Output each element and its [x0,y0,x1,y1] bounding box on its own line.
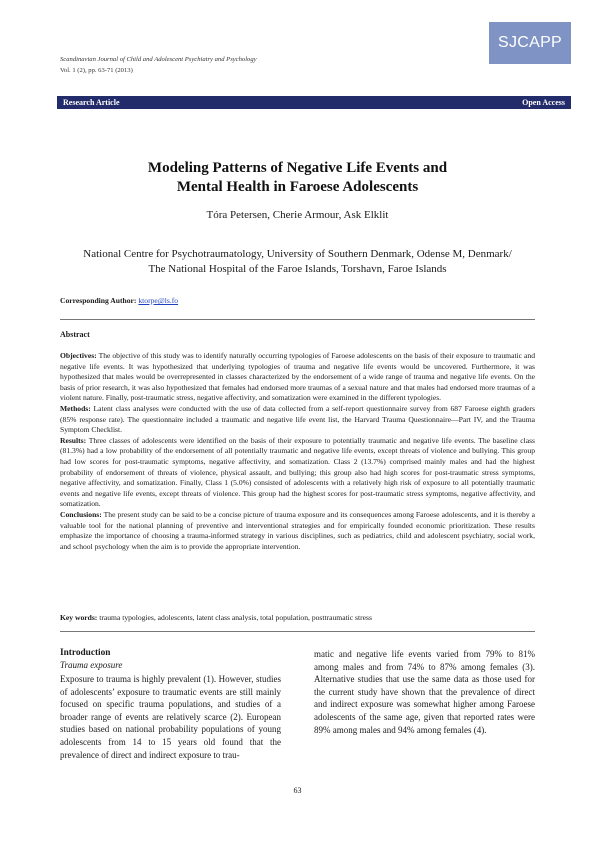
objectives-text: The objective of this study was to identify naturally occurring typologies of Faroese adolescents on the basis of their exposure to traumatic and negative life events. It was hypothesized that underlying typologies of trauma and negative life events would be uncovered. Furthermore, it was hypothesized that males would be overrepresented in classes characterized by the endorsement of a wide range of trauma and negative life events. On the basis of prior research, it was also hypothesized that females had endorsed more traumas of a sexual nature and that males had endorsed more traumas of a violent nature. Finally, post-traumatic stress, negative affectivity, and somatization were examined in the different typologies. [60,351,535,403]
logo-text: SJCAPP [497,34,563,51]
left-column [60,673,281,761]
corresponding-label: Corresponding Author: [60,296,137,305]
keywords-label: Key words: [60,613,98,622]
abstract-heading: Abstract [60,330,90,339]
results-text: Three classes of adolescents were identified on the basis of their exposure to potentially traumatic and negative life events. The baseline class (81.3%) had a low probability of the endorsement of all potentially traumatic and negative life events, except threats of violence and bullying. This group had low scores for post-traumatic symptoms, negative affectivity, and somatization. Class 2 (13.7%) comprised mainly males and had the highest probability of endorsement of threats of violence, physical assault, and bullying; this group also had high scores for post-traumatic stress symptoms, negative affectivity, and somatization. Finally, Class 1 (5.0%) consisted of adolescents with a relatively high risk of exposure to all potentially traumatic events and negative life events, except threats of violence. This group had the highest scores for post-traumatic stress symptoms, negative affectivity, and somatization. [60,435,535,509]
affiliation [60,247,535,277]
methods-text: Latent class analyses were conducted with the use of data collected from a self-report questionnaire survey from 687 Faroese eighth graders (85% response rate). The questionnaire included a traumatic and negative life event list, the Harvard Trauma Questionnaire—Part IV, and the Trauma Symptom Checklist. [60,403,535,435]
conclusions-label: Conclusions: [60,509,102,519]
journal-name: Scandinavian Journal of Child and Adolescent Psychiatry and Psychology [60,56,257,63]
author-list: Tóra Petersen, Cherie Armour, Ask Elklit [206,209,389,221]
abstract-methods [60,404,535,436]
right-column [314,648,535,736]
volume-info: Vol. 1 (2), pp. 63-71 (2013) [60,67,133,74]
right-paragraph: matic and negative life events varied from 79% to 81% among males and from 74% to 87% among females (3). Alternative studies that use the same data as those used for the current study have shown that the prevalence of direct and indirect exposure was somewhat higher among Faroese adolescents of the same age, given that reported rates were 89% among males and 94% among females (4). [314,649,535,735]
abstract-objectives [60,351,535,404]
left-paragraph: Exposure to trauma is highly prevalent (1). However, studies of adolescents’ exposure to traumatic events are still mainly focused on specific trauma populations, and studies of a broader range of events are relatively scarce (2). European studies based on national probability populations of young adolescents from 14 to 15 years old found that the prevalence of direct and indirect exposure to trau- [60,674,281,760]
trauma-exposure-subheading: Trauma exposure [60,660,123,670]
corresponding-email-link[interactable]: ktorpe@ls.fo [138,296,179,305]
abstract-results [60,436,535,510]
journal-logo [489,22,571,64]
keywords-text: trauma typologies, adolescents, latent class analysis, total population, posttraumatic stress [99,613,372,622]
article-type-label: Research Article [63,98,120,107]
keywords [60,613,535,622]
title-line-2: Mental Health in Faroese Adolescents [176,179,419,195]
divider-top [60,319,535,320]
results-label: Results: [60,435,87,445]
page-number: 63 [293,786,302,795]
objectives-label: Objectives: [60,351,97,360]
conclusions-text: The present study can be said to be a concise picture of trauma exposure and its consequences among Faroese adolescents, and it is thereby a valuable tool for the national planning of preventive and interventional strategies and for empirically founded economic prioritization. These results emphasize the importance of choosing a trauma-informed strategy in various disciplines, such as pediatrics, child and adolescent psychiatry, social work, and school psychology when the aim is to provide the appropriate intervention. [60,509,535,551]
divider-bottom [60,631,535,632]
article-title [60,159,535,197]
methods-label: Methods: [60,403,91,413]
article-type-bar [57,96,571,109]
affiliation-line-2: The National Hospital of the Faroe Islands, Torshavn, Faroe Islands [148,263,447,275]
affiliation-line-1: National Centre for Psychotraumatology, University of Southern Denmark, Odense M, Denmark/ [83,248,512,260]
introduction-heading: Introduction [60,648,111,658]
abstract-body [60,351,535,552]
abstract-conclusions [60,510,535,552]
title-line-1: Modeling Patterns of Negative Life Events and [147,160,448,176]
open-access-label: Open Access [522,98,565,107]
corresponding-author [60,296,178,305]
